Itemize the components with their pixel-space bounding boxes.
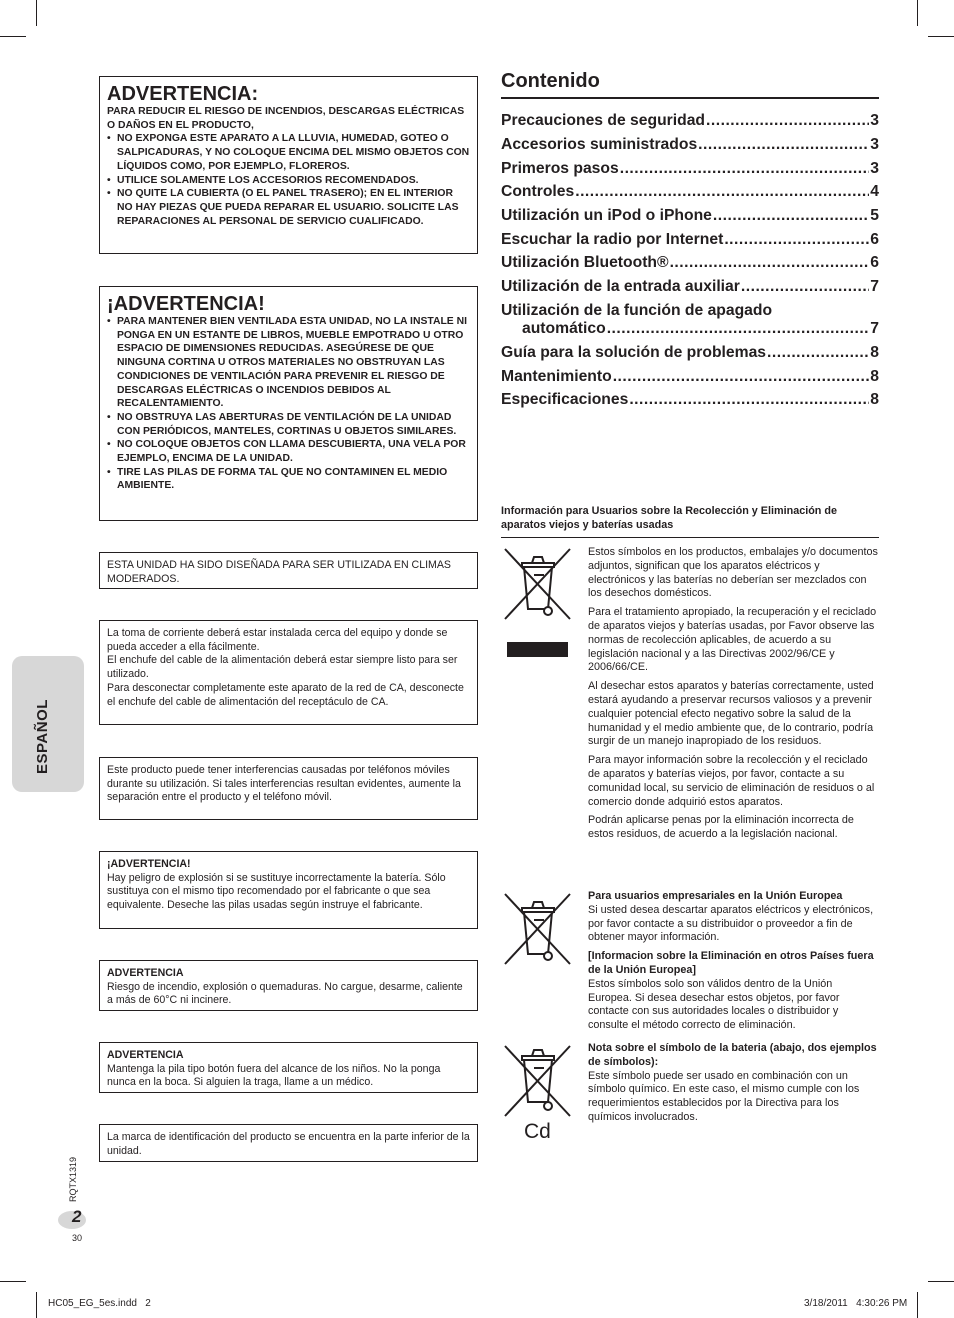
toc-page: 4: [870, 183, 879, 200]
crop-mark: [917, 0, 918, 26]
warning-intro: PARA REDUCIR EL RIESGO DE INCENDIOS, DESCARGAS ELÉCTRICAS O DAÑOS EN EL PRODUCTO,: [107, 106, 465, 131]
warning-bullet: • TIRE LAS PILAS DE FORMA TAL QUE NO CONTAMINEN EL MEDIO AMBIENTE.: [107, 466, 470, 493]
crop-mark: [0, 36, 26, 37]
toc-label: Mantenimiento: [501, 368, 612, 385]
warning-box-1: [99, 76, 478, 254]
disposal-rule: [501, 537, 879, 538]
crossed-bin-icon: [500, 1042, 578, 1120]
toc-entry: [501, 136, 879, 154]
crop-mark: [917, 1292, 918, 1318]
other-countries-paragraph: Estos símbolos solo son válidos dentro de la Unión Europea. Si desea desechar estos objetos, por favor contacte con sus autoridades locales o distribuidor y consulte el método correcto de eliminación.: [588, 977, 840, 1032]
page-number: 2: [72, 1207, 82, 1226]
battery-symbol-paragraph: Este símbolo puede ser usado en combinación con un símbolo químico. En este caso, el mismo cumple con los requerimientos establecidos por la Directiva para los químicos involucrados.: [588, 1069, 860, 1123]
disposal-title: Información para Usuarios sobre la Recolección y Eliminación de aparatos viejos y baterías usadas: [501, 505, 838, 531]
toc-entry: [501, 278, 879, 296]
toc-label: Guía para la solución de problemas: [501, 344, 767, 361]
notice-title: ADVERTENCIA: [107, 1049, 184, 1061]
toc-entry: [501, 183, 879, 201]
crop-mark: [36, 1292, 37, 1318]
warning-bullet: • PARA MANTENER BIEN VENTILADA ESTA UNIDAD, NO LA INSTALE NI PONGA EN UN ESTANTE DE LIBROS, MUEBLE EMPOTRADO U OTRO ESPACIO DE DIMENSIONES REDUCIDAS. ASEGÚRESE DE QUE NINGUNA CORTINA U OTROS MATERIALES NO OBSTRUYAN LAS CONDICIONES DE VENTILACIÓN PARA PREVENIR EL RIESGO DE DESCARGAS ELÉCTRICAS O INCENDIOS DEBIDOS AL RECALENTAMIENTO.: [107, 315, 470, 411]
timestamp: 3/18/2011 4:30:26 PM: [804, 1298, 908, 1309]
toc-page: 3: [870, 112, 879, 129]
toc-label: Utilización de la función de apagado: [501, 302, 773, 319]
notice-text: Mantenga la pila tipo botón fuera del alcance de los niños. No la ponga nunca en la boca. Si alguien la traga, llame a un médico.: [107, 1062, 441, 1089]
toc-label: Utilización un iPod o iPhone: [501, 207, 712, 224]
toc-label: Precauciones de seguridad: [501, 112, 706, 129]
disposal-paragraph: Estos símbolos en los productos, embalajes y/o documentos adjuntos, significan que los aparatos eléctricos y electrónicos y las baterías no deberían ser mezclados con los desechos domésticos.: [588, 546, 878, 600]
disposal-paragraph: Para el tratamiento apropiado, la recuperación y el reciclado de aparatos viejos y baterías usadas, por Favor observe las normas de recolección aplicables, de acuerdo a su legislación nacional y a las Directivas 2002/96/CE y 2006/66/CE.: [588, 606, 877, 674]
toc-title: Contenido: [501, 70, 600, 92]
toc-page: 7: [870, 278, 879, 295]
toc-page: 6: [870, 231, 879, 248]
black-bar: [507, 642, 568, 657]
toc-page: 6: [870, 254, 879, 271]
business-title: Para usuarios empresariales en la Unión Europea: [588, 890, 843, 902]
notice-text: ESTA UNIDAD HA SIDO DISEÑADA PARA SER UTILIZADA EN CLIMAS MODERADOS.: [107, 559, 451, 585]
toc-page: 8: [870, 344, 879, 361]
crop-mark: [928, 1281, 954, 1282]
climate-notice: [99, 552, 478, 589]
battery-symbol-title: Nota sobre el símbolo de la bateria (abajo, dos ejemplos de símbolos):: [588, 1042, 877, 1068]
crop-mark: [0, 1281, 26, 1282]
toc-page: 8: [870, 391, 879, 408]
toc-entry: [501, 368, 879, 386]
warning-title: ADVERTENCIA:: [107, 83, 259, 105]
toc-entry: [501, 207, 879, 225]
disposal-paragraph: Para mayor información sobre la recolección y el reciclado de aparatos y baterías viejos, por favor, contacte a su comunidad local, su servicio de eliminación de residuos o al comercio donde adquirió estos aparatos.: [588, 754, 875, 808]
notice-title: ADVERTENCIA: [107, 967, 184, 979]
notice-text: Hay peligro de explosión si se sustituye incorrectamente la batería. Sólo sustituya con el mismo tipo recomendado por el fabricante o que sea equivalente. Deseche las pilas usadas según instruye el fabricante.: [107, 871, 446, 912]
business-text: [588, 890, 878, 1033]
business-paragraph: Si usted desea descartar aparatos eléctricos y electrónicos, por favor contacte a su distribuidor o proveedor a fin de obtener mayor información.: [588, 903, 874, 944]
toc-label: Accesorios suministrados: [501, 136, 698, 153]
disposal-text: [588, 546, 878, 842]
crop-mark: [36, 0, 37, 26]
toc-entry: [501, 254, 879, 272]
toc-page: 8: [870, 368, 879, 385]
toc-label: Especificaciones: [501, 391, 629, 408]
button-cell-warning: [99, 1042, 478, 1093]
crop-mark: [928, 36, 954, 37]
language-tab: [12, 656, 84, 792]
toc-entry: [522, 320, 879, 338]
marking-notice: [99, 1124, 478, 1162]
chemical-symbol: Cd: [524, 1120, 551, 1143]
toc-page: 7: [870, 320, 879, 337]
warning-title: ¡ADVERTENCIA!: [107, 293, 265, 315]
warning-bullet: • NO QUITE LA CUBIERTA (O EL PANEL TRASERO); EN EL INTERIOR NO HAY PIEZAS QUE PUEDA REPARAR EL USUARIO. SOLICITE LAS REPARACIONES AL PERSONAL DE SERVICIO CUALIFICADO.: [107, 187, 470, 228]
notice-text: Riesgo de incendio, explosión o quemaduras. No cargue, desarme, caliente a más de 60°C ni incinere.: [107, 980, 463, 1007]
doc-code: RQTX1319: [68, 1156, 78, 1202]
toc-label: automático: [522, 320, 606, 337]
fire-warning: [99, 960, 478, 1011]
language-label: ESPAÑOL: [34, 699, 51, 774]
toc-label: Controles: [501, 183, 575, 200]
toc-label: Primeros pasos: [501, 160, 619, 177]
power-notice: [99, 620, 478, 725]
toc-label: Utilización Bluetooth®: [501, 254, 669, 271]
toc-entry: [501, 112, 879, 130]
toc-page: 5: [870, 207, 879, 224]
toc-entry: [501, 391, 879, 409]
toc-page: 3: [870, 136, 879, 153]
warning-bullet: • NO OBSTRUYA LAS ABERTURAS DE VENTILACIÓN DE LA UNIDAD CON PERIÓDICOS, MANTELES, CORTINAS U OBJETOS SIMILARES.: [107, 411, 470, 438]
toc-rule: [501, 97, 879, 99]
other-countries-title: [Informacion sobre la Eliminación en otros Países fuera de la Unión Europea]: [588, 950, 874, 976]
warning-box-2: [99, 286, 478, 521]
page-small: 30: [72, 1233, 83, 1243]
toc-label: Escuchar la radio por Internet: [501, 231, 724, 248]
battery-warning: [99, 851, 478, 929]
warning-bullet: • NO COLOQUE OBJETOS CON LLAMA DESCUBIERTA, UNA VELA POR EJEMPLO, ENCIMA DE LA UNIDAD.: [107, 438, 470, 465]
toc-page: 3: [870, 160, 879, 177]
interference-notice: [99, 757, 478, 820]
notice-text: La marca de identificación del producto se encuentra en la parte inferior de la unidad.: [107, 1131, 470, 1157]
notice-text: La toma de corriente deberá estar instalada cerca del equipo y donde se pueda acceder a ella fácilmente. El enchufe del cable de la alimentación deberá estar siempre listo para ser utilizado. Para desconectar completamente este aparato de la red de CA, desconecte el enchufe del cable de alimentación del receptáculo de CA.: [107, 627, 464, 708]
toc-entry: [501, 231, 879, 249]
battery-symbol-text: [588, 1042, 878, 1125]
file-name: HC05_EG_5es.indd 2: [48, 1298, 151, 1309]
disposal-paragraph: Podrán aplicarse penas por la eliminación incorrecta de estos residuos, de acuerdo a la legislación nacional.: [588, 814, 854, 841]
notice-title: ¡ADVERTENCIA!: [107, 858, 191, 870]
toc-entry: [501, 344, 879, 362]
disposal-paragraph: Al desechar estos aparatos y baterías correctamente, usted estará ayudando a preservar recursos valiosos y a prevenir cualquier potencial efecto negativo sobre la salud de la humanidad y el medio ambiente que, de lo contrario, podría surgir de un manejo inapropiado de los residuos.: [588, 680, 874, 748]
notice-text: Este producto puede tener interferencias causadas por teléfonos móviles durante su utilización. Si tales interferencias resultan evidentes, aumente la separación entre el producto y el teléfono móvil.: [107, 764, 461, 804]
warning-bullet: • UTILICE SOLAMENTE LOS ACCESORIOS RECOMENDADOS.: [107, 174, 470, 188]
toc-entry: [501, 160, 879, 178]
crossed-bin-icon: [500, 545, 578, 623]
toc-label: Utilización de la entrada auxiliar: [501, 278, 740, 295]
crossed-bin-icon: [500, 890, 578, 968]
warning-bullet: • NO EXPONGA ESTE APARATO A LA LLUVIA, HUMEDAD, GOTEO O SALPICADURAS, Y NO COLOQUE ENCIMA DEL MISMO OBJETOS CON LÍQUIDOS COMO, POR EJEMPLO, FLOREROS.: [107, 132, 470, 173]
